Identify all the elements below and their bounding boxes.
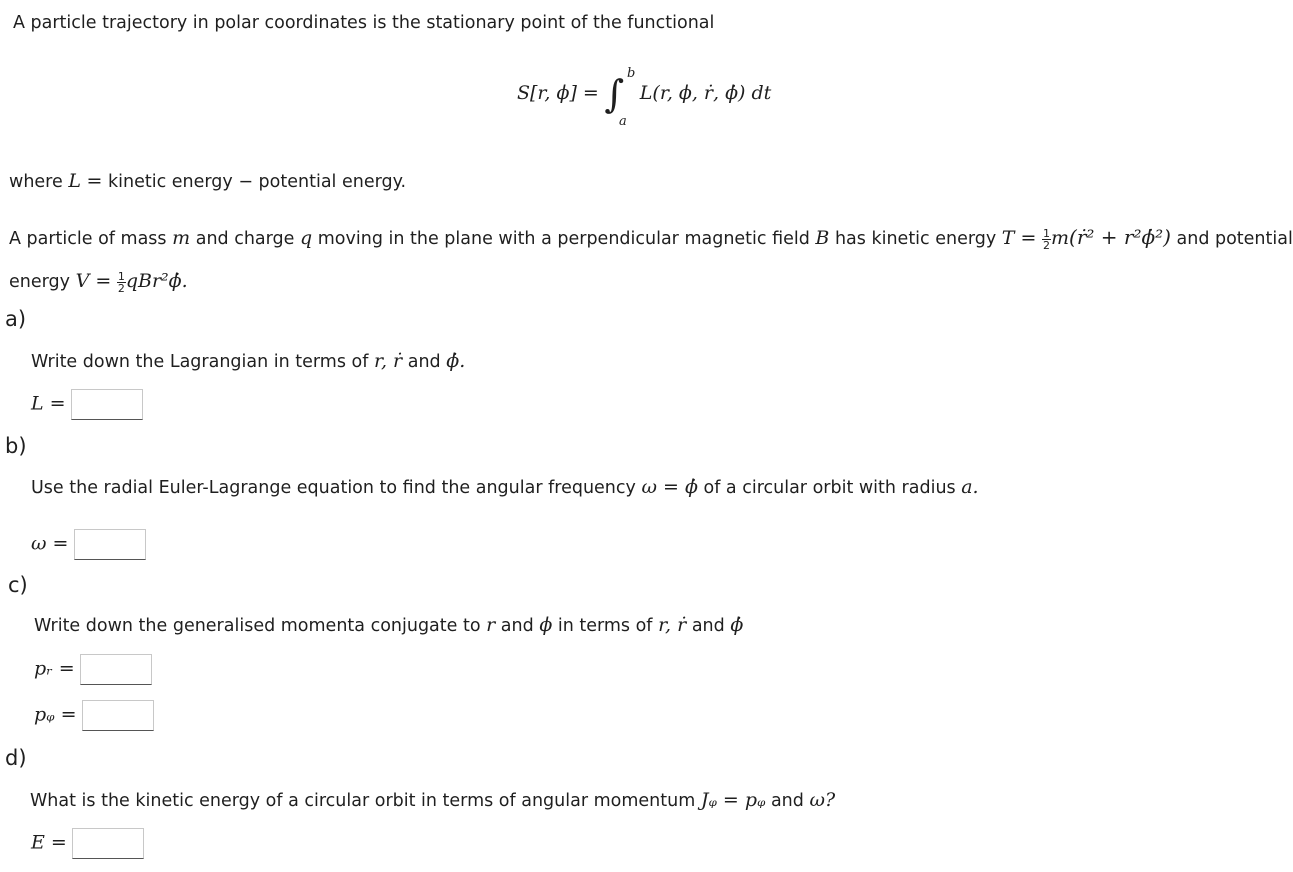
particle-text-2: and charge	[195, 229, 295, 249]
half-num-v: 1	[117, 269, 125, 283]
part-b-suffix: of a circular orbit with radius	[703, 478, 956, 498]
where-rhs: kinetic energy − potential energy.	[108, 172, 407, 192]
part-d-label: d)	[5, 746, 27, 770]
where-prefix: where	[9, 172, 63, 192]
part-a-vars: r, ṙ	[373, 350, 403, 372]
half-fraction	[1042, 228, 1051, 251]
mass-symbol-2: m	[1051, 227, 1070, 249]
where-eq: =	[86, 170, 103, 192]
integral-lower-limit: a	[619, 114, 627, 129]
pr-label: pᵣ =	[34, 657, 75, 680]
omega-input[interactable]	[74, 529, 146, 560]
part-c-label: c)	[8, 573, 28, 597]
part-c-vars: r, ṙ	[658, 614, 687, 636]
integral-upper-limit: b	[627, 66, 636, 81]
part-d-prompt-text: What is the kinetic energy of a circular orbit in terms of angular momentum	[30, 791, 696, 811]
particle-text-3: moving in the plane with a perpendicular magnetic field	[317, 229, 810, 249]
field-symbol: B	[815, 227, 830, 249]
part-d-omega: ω?	[809, 789, 836, 811]
half-num: 1	[1043, 226, 1050, 240]
part-b-prompt	[31, 476, 979, 498]
integral-sign: ∫	[604, 72, 625, 116]
part-d-jz: Jᵩ = pᵩ	[700, 789, 766, 811]
part-a-prompt-text: Write down the Lagrangian in terms of	[31, 352, 369, 372]
part-b-answer-label: ω =	[31, 532, 69, 555]
part-d-and: and	[770, 791, 804, 811]
where-L: L	[68, 170, 81, 192]
potential-V: V =	[75, 270, 112, 292]
particle-text-1: A particle of mass	[9, 229, 167, 249]
energy-answer-label: E =	[31, 831, 67, 854]
part-c-prompt-1: Write down the generalised momenta conjugate to	[34, 616, 481, 636]
part-c-phidot: ϕ̇	[730, 614, 744, 636]
energy-line	[9, 270, 188, 294]
where-line	[9, 170, 406, 192]
particle-text-5: and potential	[1176, 229, 1293, 249]
energy-input[interactable]	[72, 828, 144, 859]
half-den: 2	[1043, 238, 1050, 252]
charge-symbol: q	[300, 227, 313, 249]
part-a-and: and	[407, 352, 441, 372]
kinetic-T: T =	[1001, 227, 1037, 249]
part-c-prompt	[34, 614, 743, 636]
part-c-prompt-2: in terms of	[557, 616, 653, 636]
part-b-label: b)	[5, 434, 27, 458]
pphi-input[interactable]	[82, 700, 154, 731]
particle-text-4: has kinetic energy	[834, 229, 997, 249]
part-c-answer-1	[34, 654, 152, 685]
part-a-answer	[31, 389, 143, 420]
half-den-v: 2	[117, 281, 125, 295]
part-b-answer	[31, 529, 146, 560]
functional-equation	[517, 66, 772, 129]
pphi-label: pᵩ =	[34, 703, 77, 726]
particle-description	[9, 225, 1293, 251]
part-a-phidot: ϕ̇.	[446, 350, 466, 372]
part-c-answer-2	[34, 700, 154, 731]
part-b-prompt-text: Use the radial Euler-Lagrange equation to find the angular frequency	[31, 478, 636, 498]
part-a-label: a)	[5, 307, 27, 331]
part-c-and-1: and	[500, 616, 534, 636]
energy-prefix: energy	[9, 272, 70, 292]
half-fraction-v	[117, 271, 126, 294]
part-c-and-2: and	[691, 616, 725, 636]
intro-text: A particle trajectory in polar coordinates is the stationary point of the functional	[13, 13, 715, 33]
potential-rhs: qBr²ϕ̇.	[125, 270, 188, 292]
pr-input[interactable]	[80, 654, 152, 685]
part-a-prompt	[31, 350, 465, 372]
mass-symbol: m	[172, 227, 191, 249]
part-b-radius: a.	[961, 476, 979, 498]
functional-integrand: L(r, ϕ, ṙ, ϕ̇) dt	[639, 82, 772, 104]
kinetic-paren: (ṙ² + r²ϕ̇²)	[1069, 225, 1171, 249]
part-c-phi: ϕ	[539, 614, 553, 636]
part-a-answer-label: L =	[31, 392, 66, 415]
part-c-r: r	[486, 614, 496, 636]
part-d-answer	[31, 828, 144, 859]
part-b-omega: ω = ϕ̇	[641, 476, 698, 498]
lagrangian-input[interactable]	[71, 389, 143, 420]
part-d-prompt	[30, 789, 835, 811]
functional-lhs: S[r, ϕ] =	[517, 82, 599, 104]
